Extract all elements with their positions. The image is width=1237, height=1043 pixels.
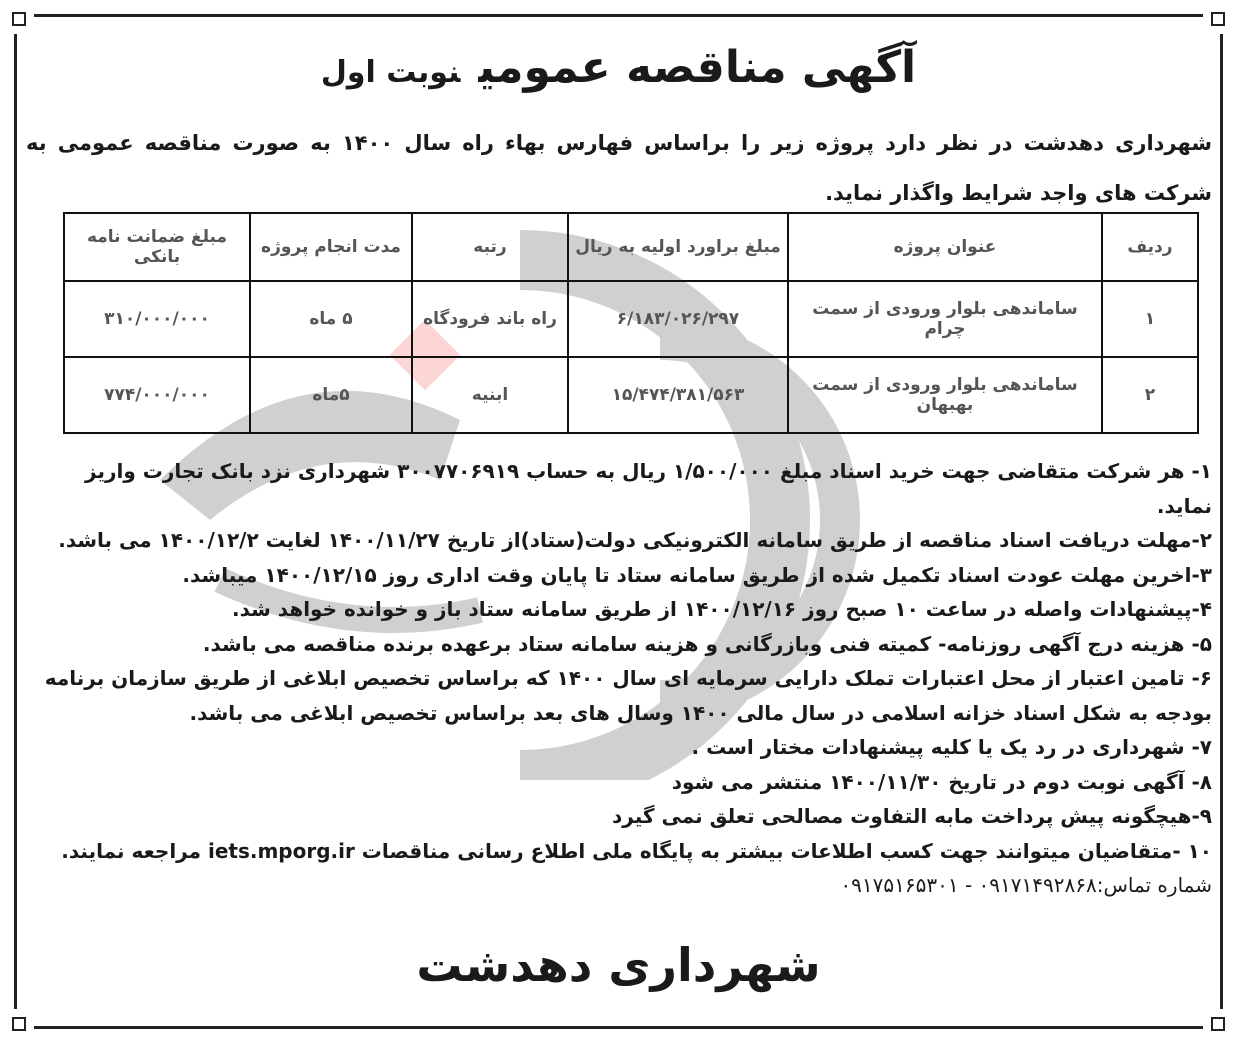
cell-duration: ۵ ماه — [250, 281, 412, 357]
col-header-duration: مدت انجام پروژه — [250, 213, 412, 281]
table-header-row — [64, 213, 1198, 281]
condition-item: ۴-پیشنهادات واصله در ساعت ۱۰ صبح روز ۱۴۰۰/۱۲/۱۶ از طریق سامانه ستاد باز و خوانده خواهد شد. — [232, 597, 1212, 621]
condition-item: ۸- آگهی نوبت دوم در تاریخ ۱۴۰۰/۱۱/۳۰ منتشر می شود — [671, 769, 1212, 794]
cell-project-title: ساماندهی بلوار ورودی از سمت بهبهان — [788, 357, 1102, 433]
condition-item: ۲-مهلت دریافت اسناد مناقصه از طریق سامانه الکترونیکی دولت(ستاد)از تاریخ ۱۴۰۰/۱۱/۲۷ لغایت ۱۴۰۰/۱۲/۲ می باشد. — [58, 528, 1212, 552]
corner-ornament — [1211, 1017, 1225, 1031]
contact-phone: شماره تماس:۰۹۱۷۱۴۹۲۸۶۸ - ۰۹۱۷۵۱۶۵۳۰۱ — [840, 873, 1212, 897]
cell-guarantee: ۷۷۴/۰۰۰/۰۰۰ — [64, 357, 250, 433]
issuer-signature: شهرداری دهدشت — [416, 938, 821, 992]
condition-item: ۹-هیچگونه پیش پرداخت مابه التفاوت مصالحی تعلق نمی گیرد — [612, 804, 1212, 828]
cell-estimate: ۶/۱۸۳/۰۲۶/۲۹۷ — [568, 281, 788, 357]
projects-table — [63, 212, 1199, 434]
cell-project-title: ساماندهی بلوار ورودی از سمت چرام — [788, 281, 1102, 357]
condition-item: ۱- هر شرکت متقاضی جهت خرید اسناد مبلغ ۱/۵۰۰/۰۰۰ ریال به حساب ۳۰۰۷۷۰۶۹۱۹ شهرداری نزد بانک تجارت واریز نماید. — [85, 459, 1212, 518]
col-header-rank: رتبه — [412, 213, 568, 281]
announcement-header — [0, 42, 1237, 112]
col-header-project-title: عنوان پروژه — [788, 213, 1102, 281]
col-header-guarantee: مبلغ ضمانت نامه بانکی — [64, 213, 250, 281]
cell-rank: راه باند فرودگاه — [412, 281, 568, 357]
corner-ornament — [1211, 12, 1225, 26]
intro-paragraph: شهرداری دهدشت در نظر دارد پروژه زیر را براساس فهارس بهاء راه سال ۱۴۰۰ به صورت مناقصه عمومی به شرکت های واجد شرایط واگذار نماید. — [26, 131, 1212, 205]
cell-guarantee: ۳۱۰/۰۰۰/۰۰۰ — [64, 281, 250, 357]
condition-item: ۳-اخرین مهلت عودت اسناد تکمیل شده از طریق سامانه ستاد تا پایان وقت اداری روز ۱۴۰۰/۱۲/۱۵ میباشد. — [182, 562, 1212, 587]
conditions-list — [26, 454, 1212, 903]
page-title: آگهی مناقصه عمومی — [478, 42, 917, 93]
cell-row-number: ۱ — [1102, 281, 1198, 357]
corner-ornament — [12, 1017, 26, 1031]
condition-item: ۶- تامین اعتبار از محل اعتبارات تملک دارایی سرمایه ای سال ۱۴۰۰ که براساس تخصیص ابلاغی از طریق سازمان برنامه بودجه به شکل اسناد خزانه اسلامی در سال مالی ۱۴۰۰ وسال های بعد براساس تخصیص ابلاغی می باشد. — [44, 666, 1212, 725]
page-subtitle: نوبت اول — [320, 55, 461, 90]
cell-duration: ۵ماه — [250, 357, 412, 433]
cell-estimate: ۱۵/۴۷۴/۳۸۱/۵۶۳ — [568, 357, 788, 433]
col-header-row-number: ردیف — [1102, 213, 1198, 281]
table-row — [64, 281, 1198, 357]
cell-row-number: ۲ — [1102, 357, 1198, 433]
condition-item: ۵- هزینه درج آگهی روزنامه- کمیته فنی وبازرگانی و هزینه سامانه ستاد برعهده برنده مناقصه می باشد. — [202, 631, 1212, 656]
table-row — [64, 357, 1198, 433]
corner-ornament — [12, 12, 26, 26]
condition-item: ۱۰ -متقاضیان میتوانند جهت کسب اطلاعات بیشتر به پایگاه ملی اطلاع رسانی مناقصات iets.mporg.ir مراجعه نمایند. — [61, 838, 1212, 863]
cell-rank: ابنیه — [412, 357, 568, 433]
condition-item: ۷- شهرداری در رد یک یا کلیه پیشنهادات مختار است . — [691, 735, 1212, 759]
col-header-estimate: مبلغ براورد اولیه به ریال — [568, 213, 788, 281]
